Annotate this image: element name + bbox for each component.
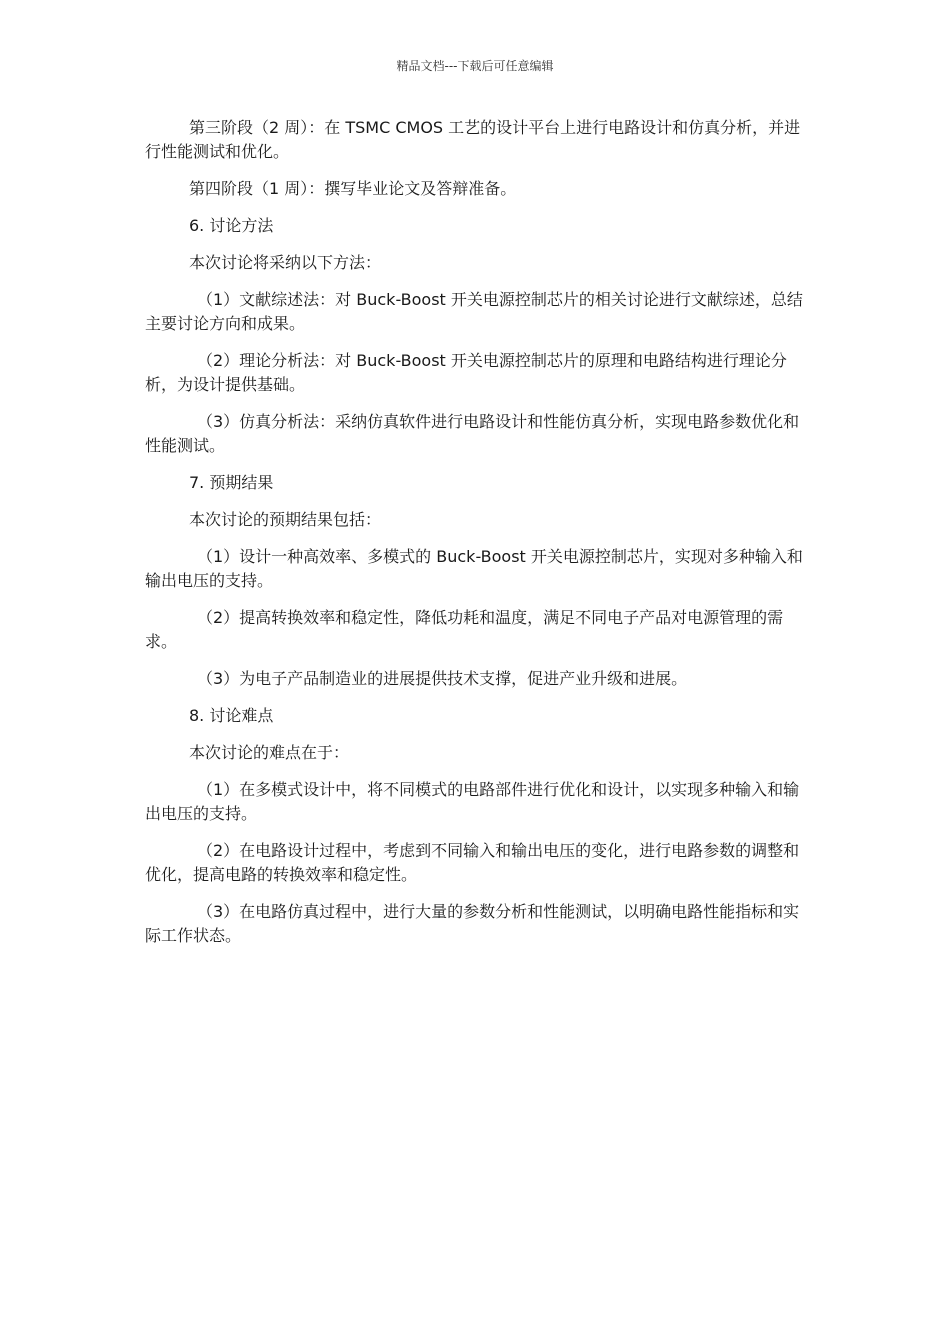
list-item-result-2: （2）提高转换效率和稳定性，降低功耗和温度，满足不同电子产品对电源管理的需求。: [145, 608, 784, 651]
paragraph-difficulties-intro: 本次讨论的难点在于：: [189, 743, 350, 762]
list-item-result-3: （3）为电子产品制造业的进展提供技术支撑，促进产业升级和进展。: [197, 669, 688, 688]
paragraph-methods-intro: 本次讨论将采纳以下方法：: [189, 253, 382, 272]
list-item-difficulty-2: （2）在电路设计过程中，考虑到不同输入和输出电压的变化，进行电路参数的调整和优化，提高电路的转换效率和稳定性。: [145, 841, 800, 884]
list-item-method-2: （2）理论分析法：对 Buck-Boost 开关电源控制芯片的原理和电路结构进行理论分析，为设计提供基础。: [145, 351, 787, 394]
list-item-difficulty-1: （1）在多模式设计中，将不同模式的电路部件进行优化和设计，以实现多种输入和输出电压的支持。: [145, 780, 800, 823]
list-item-method-1: （1）文献综述法：对 Buck-Boost 开关电源控制芯片的相关讨论进行文献综述，总结主要讨论方向和成果。: [145, 290, 803, 333]
document-body: [145, 116, 809, 961]
paragraph-results-intro: 本次讨论的预期结果包括：: [189, 510, 382, 529]
paragraph-stage-4: 第四阶段（1 周）：撰写毕业论文及答辩准备。: [189, 179, 517, 198]
list-item-method-3: （3）仿真分析法：采纳仿真软件进行电路设计和性能仿真分析，实现电路参数优化和性能测试。: [145, 412, 800, 455]
list-item-difficulty-3: （3）在电路仿真过程中，进行大量的参数分析和性能测试，以明确电路性能指标和实际工作状态。: [145, 902, 800, 945]
list-item-result-1: （1）设计一种高效率、多模式的 Buck-Boost 开关电源控制芯片，实现对多种输入和输出电压的支持。: [145, 547, 803, 590]
paragraph-stage-3: 第三阶段（2 周）：在 TSMC CMOS 工艺的设计平台上进行电路设计和仿真分析，并进行性能测试和优化。: [145, 118, 801, 161]
section-heading-methods: 6. 讨论方法: [189, 216, 274, 235]
section-heading-expected-results: 7. 预期结果: [189, 473, 274, 492]
section-heading-difficulties: 8. 讨论难点: [189, 706, 274, 725]
page-header: 精品文档---下载后可任意编辑: [396, 59, 554, 73]
